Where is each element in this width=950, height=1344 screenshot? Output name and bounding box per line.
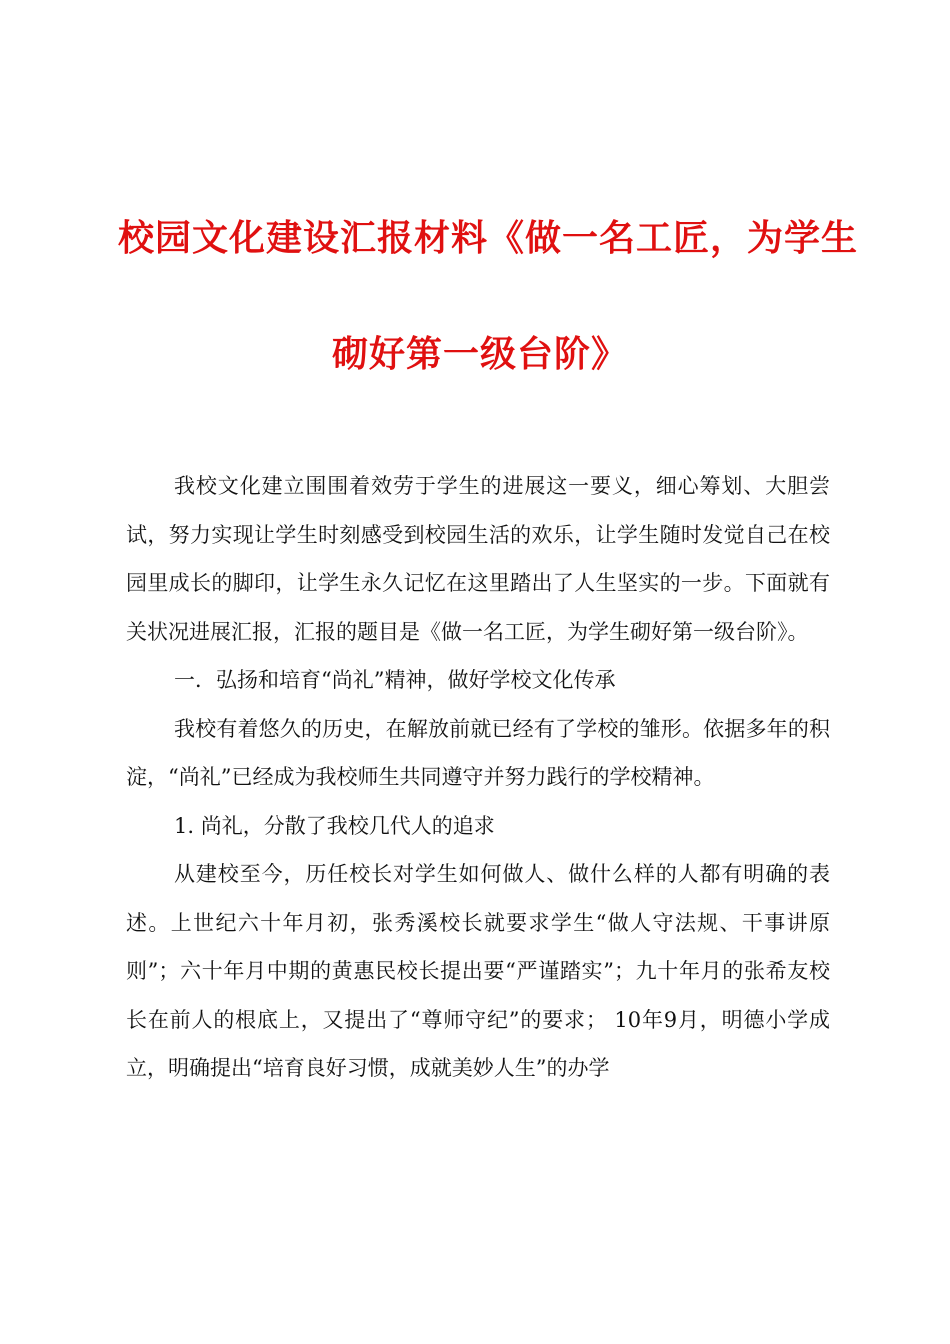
document-title-line-2: 砌好第一级台阶》 [331,333,628,375]
section-heading-1: 一．弘扬和培育“尚礼”精神，做好学校文化传承 [174,668,616,692]
paragraph-principals: 从建校至今，历任校长对学生如何做人、做什么样的人都有明确的表述。上世纪六十年月初，张秀溪校长就要求学生“做人守法规、干事讲原则”；六十年月中期的黄惠民校长提出要“严谨踏实”；九十年月的张希友校长在前人的根底上，又提出了“尊师守纪”的要求； 10年9月，明德小学成立，明确提出“培育良好习惯，成就美妙人生”的办学 [126,862,830,1080]
document-title-line-1: 校园文化建设汇报材料《做一名工匠，为学生 [118,217,859,259]
document-body [126,462,830,1093]
paragraph-intro: 我校文化建立围围着效劳于学生的进展这一要义，细心筹划、大胆尝试，努力实现让学生时刻感受到校园生活的欢乐，让学生随时发觉自己在校园里成长的脚印，让学生永久记忆在这里踏出了人生坚实的一步。下面就有关状况进展汇报，汇报的题目是《做一名工匠，为学生砌好第一级台阶》。 [126,474,830,644]
subsection-heading-1: 1. 尚礼，分散了我校几代人的追求 [174,813,495,838]
paragraph-history: 我校有着悠久的历史，在解放前就已经有了学校的雏形。依据多年的积淀，“尚礼”已经成为我校师生共同遵守并努力践行的学校精神。 [126,716,830,789]
